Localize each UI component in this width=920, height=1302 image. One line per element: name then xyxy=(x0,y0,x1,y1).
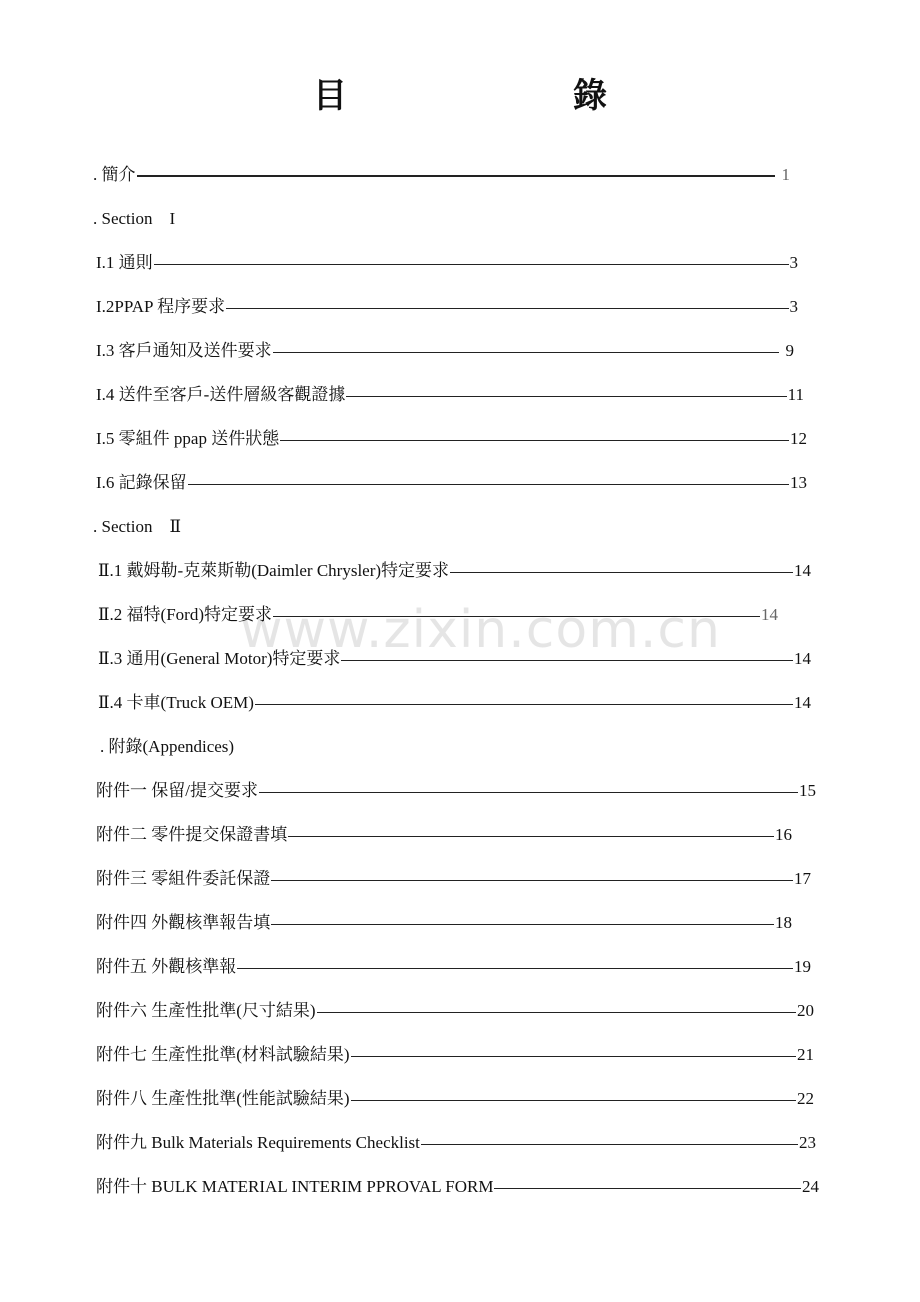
dot-leader xyxy=(271,924,774,925)
toc-entry-page: 1 xyxy=(781,165,790,184)
toc-entry-label: 附件四 外觀核準報告填 xyxy=(96,913,271,932)
toc-entry-label: I.3 客戶通知及送件要求 xyxy=(96,341,272,360)
dot-leader xyxy=(280,440,789,441)
toc-entry-page: 21 xyxy=(797,1045,814,1064)
toc-entry-page: 16 xyxy=(775,825,792,844)
toc-entry-page: 19 xyxy=(794,957,811,976)
toc-entry-page: 3 xyxy=(789,297,798,316)
toc-entry-page: 13 xyxy=(790,473,807,492)
dot-leader xyxy=(188,484,789,485)
dot-leader xyxy=(317,1012,796,1013)
toc-entry-label: Ⅱ.3 通用(General Motor)特定要求 xyxy=(98,649,341,668)
dot-leader xyxy=(273,352,779,353)
toc-entry[interactable] xyxy=(96,1084,814,1109)
dot-leader xyxy=(341,660,793,661)
toc-entry-page: 18 xyxy=(775,913,792,932)
dot-leader xyxy=(154,264,789,265)
dot-leader xyxy=(273,616,760,617)
toc-section-heading: . 附錄(Appendices) xyxy=(100,737,235,756)
toc-entry-page: 12 xyxy=(790,429,807,448)
dot-leader xyxy=(421,1144,798,1145)
toc-entry-label: I.1 通則 xyxy=(96,253,153,272)
toc-entry-label: 附件九 Bulk Materials Requirements Checklist xyxy=(96,1133,420,1152)
page-title: 目 錄 xyxy=(313,76,703,116)
dot-leader xyxy=(259,792,798,793)
watermark: www.zixin.com.cn xyxy=(240,600,721,660)
toc-entry[interactable] xyxy=(98,644,811,669)
toc-entry-label: 附件三 零組件委託保證 xyxy=(96,869,271,888)
toc-entry[interactable] xyxy=(96,908,792,933)
toc-entry[interactable] xyxy=(96,336,794,361)
toc-entry[interactable] xyxy=(96,292,798,317)
dot-leader xyxy=(450,572,793,573)
toc-entry[interactable] xyxy=(96,1128,816,1153)
toc-entry[interactable] xyxy=(96,996,814,1021)
toc-section-heading: . Section I xyxy=(93,209,176,228)
toc-entry-page: 15 xyxy=(799,781,816,800)
dot-leader xyxy=(494,1188,801,1189)
toc-entry-page: 11 xyxy=(787,385,804,404)
toc-entry-label: 附件七 生產性批準(材料試驗結果) xyxy=(96,1045,350,1064)
dot-leader xyxy=(271,880,793,881)
toc-entry-page: 17 xyxy=(794,869,811,888)
toc-entry-label: Ⅱ.1 戴姆勒-克萊斯勒(Daimler Chrysler)特定要求 xyxy=(98,561,450,580)
toc-entry[interactable] xyxy=(96,952,811,977)
toc-entry-page: 9 xyxy=(785,341,794,360)
toc-entry[interactable] xyxy=(96,1172,819,1197)
toc-entry-page: 14 xyxy=(794,561,811,580)
toc-entry-label: 附件十 BULK MATERIAL INTERIM PPROVAL FORM xyxy=(96,1177,494,1196)
dot-leader xyxy=(226,308,788,309)
toc-entry-page: 20 xyxy=(797,1001,814,1020)
dot-leader xyxy=(255,704,793,705)
toc-entry-page: 22 xyxy=(797,1089,814,1108)
toc-section-heading: . Section Ⅱ xyxy=(93,517,182,536)
toc-entry-label: I.5 零組件 ppap 送件狀態 xyxy=(96,429,280,448)
dot-leader xyxy=(237,968,793,969)
toc-entry-label: Ⅱ.4 卡車(Truck OEM) xyxy=(98,693,254,712)
toc-entry-intro[interactable] xyxy=(93,160,790,185)
toc-entry-label: I.2PPAP 程序要求 xyxy=(96,297,226,316)
toc-entry-label: 附件八 生產性批準(性能試驗結果) xyxy=(96,1089,350,1108)
toc-entry-page: 24 xyxy=(802,1177,819,1196)
toc-entry[interactable] xyxy=(98,688,811,713)
toc-entry[interactable] xyxy=(96,248,798,273)
toc-entry[interactable] xyxy=(98,556,811,581)
toc-entry-page: 23 xyxy=(799,1133,816,1152)
toc-entry-page: 14 xyxy=(761,605,778,624)
toc-entry-page: 14 xyxy=(794,693,811,712)
toc-entry[interactable] xyxy=(96,424,807,449)
dot-leader xyxy=(137,175,775,177)
toc-entry-label: I.4 送件至客戶-送件層級客觀證據 xyxy=(96,385,346,404)
toc-entry-label: 附件六 生產性批準(尺寸結果) xyxy=(96,1001,316,1020)
toc-entry[interactable] xyxy=(98,600,778,625)
toc-entry[interactable] xyxy=(96,776,816,801)
toc-entry-label: 附件五 外觀核準報 xyxy=(96,957,237,976)
toc-entry-label: I.6 記錄保留 xyxy=(96,473,187,492)
toc-entry-label: . 簡介 xyxy=(93,165,136,184)
toc-entry[interactable] xyxy=(96,468,807,493)
toc-entry[interactable] xyxy=(96,380,804,405)
dot-leader xyxy=(346,396,786,397)
toc-entry-page: 14 xyxy=(794,649,811,668)
toc-entry[interactable] xyxy=(96,864,811,889)
toc-entry-label: Ⅱ.2 福特(Ford)特定要求 xyxy=(98,605,272,624)
toc-entry[interactable] xyxy=(96,1040,814,1065)
toc-entry[interactable] xyxy=(96,820,792,845)
dot-leader xyxy=(351,1100,796,1101)
toc-entry-label: 附件二 零件提交保證書填 xyxy=(96,825,288,844)
toc-entry-page: 3 xyxy=(789,253,798,272)
toc-entry-label: 附件一 保留/提交要求 xyxy=(96,781,258,800)
dot-leader xyxy=(351,1056,796,1057)
dot-leader xyxy=(288,836,774,837)
